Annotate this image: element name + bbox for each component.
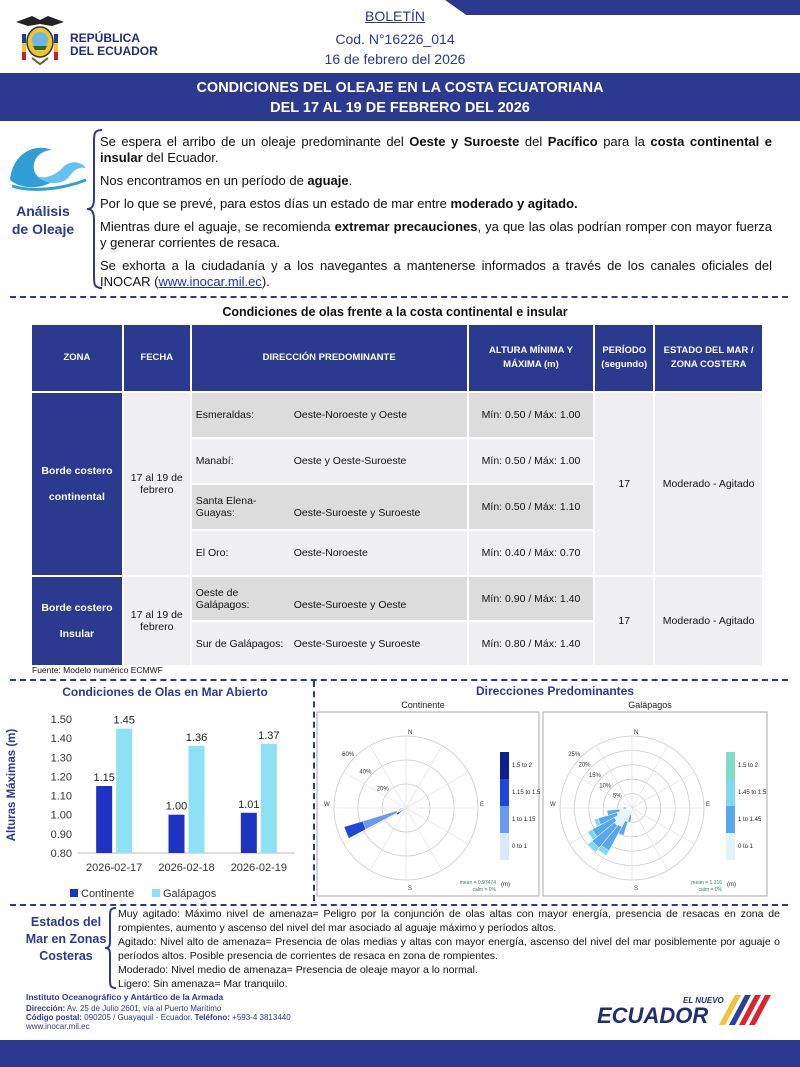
country-line-1: REPÚBLICA xyxy=(70,31,141,45)
place-label: Oeste de Galápagos: xyxy=(195,586,250,611)
country-name xyxy=(70,32,158,58)
section-divider xyxy=(10,296,788,298)
state-text: Máximo nivel de amenaza= Peligro por la conjunción de olas altas con mayor energía, presencia de resacas en zona de rompientes, aumento y ascenso del nivel del mar asociado al aguaje máximo y períodos altos. xyxy=(118,908,780,934)
bar-chart-y-label: Alturas Máximas (m) xyxy=(6,728,18,842)
el-nuevo-ecuador-logo xyxy=(595,991,775,1031)
direction-value: Oeste-Suroeste y Suroeste xyxy=(293,507,421,519)
rose-legend-label: 1.15 to 1.5 xyxy=(512,790,540,796)
legend-swatch xyxy=(70,889,78,897)
banner-line-2: DEL 17 AL 19 DE FEBRERO DEL 2026 xyxy=(270,100,530,116)
height-cell: Mín: 0.50 / Máx: 1.00 xyxy=(468,438,595,484)
rose-petal xyxy=(402,808,404,809)
paragraph-segment: ). xyxy=(261,274,270,289)
title-banner xyxy=(0,73,800,121)
sea-states-title xyxy=(22,914,110,965)
rose-ring-label: 15% xyxy=(588,772,601,779)
paragraph-segment: Nos encontramos en un período de xyxy=(100,173,308,188)
y-tick-label: 1.10 xyxy=(50,790,72,803)
rose-ring-label: 40% xyxy=(359,769,372,776)
state-text: Sin amenaza= Mar tranquilo. xyxy=(150,978,288,990)
place-label: Sur de Galápagos: xyxy=(195,637,284,650)
direction-cell xyxy=(191,621,468,666)
data-label: 1.45 xyxy=(113,714,135,727)
state-label: Muy agitado: xyxy=(118,908,181,920)
state-text: Nivel alto de amenaza= Presencia de olas medias y altas con mayor energía, ascenso del nivel del mar posiblemente por aguaje o períodos altos. Posible presencia de corrientes de resaca en zona de rompientes. xyxy=(118,936,780,962)
footer-postal xyxy=(26,1013,291,1022)
bar-continente xyxy=(241,813,257,853)
rose-title: Galápagos xyxy=(628,700,672,710)
direction-value: Oeste-Suroeste y Suroeste xyxy=(293,637,421,650)
rose-legend-label: 1.5 to 2 xyxy=(738,763,759,769)
rose-ring-label: 20% xyxy=(376,786,389,793)
height-cell: Mín: 0.40 / Máx: 0.70 xyxy=(468,530,595,576)
section-divider xyxy=(10,904,788,906)
rose-legend-label: 1.5 to 2 xyxy=(512,763,533,769)
place-label: Santa Elena-Guayas: xyxy=(195,495,257,519)
footer-website[interactable]: www.inocar.mil.ec xyxy=(26,1022,90,1031)
legend-label: Galápagos xyxy=(163,888,217,900)
paragraph-segment: extremar precauciones xyxy=(334,219,478,234)
compass-label: N xyxy=(408,730,413,736)
wind-rose-continente xyxy=(316,698,540,898)
paragraph-segment: Se exhorta a la ciudadanía y a los navegantes a mantenerse informados a través de los canales oficiales del INOCAR ( xyxy=(100,258,772,289)
rose-legend-label: 0 to 1 xyxy=(738,844,754,850)
paragraph-segment: del xyxy=(519,134,548,149)
table-title: Condiciones de olas frente a la costa continental e insular xyxy=(222,305,568,319)
bar-continente xyxy=(96,786,112,853)
rose-legend-swatch xyxy=(500,833,509,860)
directions-title: Direcciones Predominantes xyxy=(475,684,635,698)
wave-icon xyxy=(6,136,88,192)
y-tick-label: 1.30 xyxy=(50,752,72,765)
compass-label: S xyxy=(634,886,639,892)
y-tick-label: 1.00 xyxy=(50,809,72,822)
data-label: 1.37 xyxy=(258,729,280,742)
rose-petal xyxy=(623,807,626,809)
date-cell: 17 al 19 de febrero xyxy=(123,392,191,576)
height-cell: Mín: 0.80 / Máx: 1.40 xyxy=(468,621,595,666)
rose-stat: calm = 0% xyxy=(472,887,496,893)
x-tick-label: 2026-02-19 xyxy=(230,862,287,874)
rose-legend-swatch xyxy=(726,779,735,806)
height-cell: Mín: 0.50 / Máx: 1.00 xyxy=(468,392,595,438)
zone-cell: Borde costero continental xyxy=(31,392,123,576)
y-tick-label: 0.90 xyxy=(50,828,72,841)
date-cell: 17 al 19 de febrero xyxy=(123,576,191,666)
logo-big-text: ECUADOR xyxy=(597,1003,709,1028)
compass-label: E xyxy=(480,802,485,808)
y-tick-label: 1.50 xyxy=(50,714,72,726)
compass-label: W xyxy=(324,802,330,808)
state-text: Nivel medio de amenaza= Presencia de oleaje mayor a lo normal. xyxy=(168,964,478,976)
sea-state-light xyxy=(118,977,780,991)
phone-value: +593-4 3813440 xyxy=(229,1013,291,1022)
state-label: Moderado: xyxy=(118,964,169,976)
data-label: 1.36 xyxy=(185,731,208,744)
paragraph-segment: Por lo que se prevé, para estos días un estado de mar entre xyxy=(100,196,451,211)
rose-stat: calm = 0% xyxy=(698,887,722,893)
rose-ring-label: 20% xyxy=(578,762,591,769)
zone-cell: Borde costero Insular xyxy=(31,576,123,666)
postal-value: 090205 / Guayaquil - Ecuador. xyxy=(82,1013,193,1022)
bulletin-date: 16 de febrero del 2026 xyxy=(324,51,466,67)
bottom-band xyxy=(0,1040,800,1067)
paragraph-segment: Pacífico xyxy=(547,134,598,149)
header-height: ALTURA MÍNIMA Y MÁXIMA (m) xyxy=(468,324,595,392)
rose-legend-swatch xyxy=(500,779,509,806)
direction-value: Oeste-Noroeste y Oeste xyxy=(293,409,407,421)
state-label: Agitado: xyxy=(118,936,157,948)
place-label: Esmeraldas: xyxy=(195,409,255,421)
rose-stat: mean = 1.316 xyxy=(691,880,722,886)
paragraph-segment: . xyxy=(348,173,353,188)
analysis-title xyxy=(4,202,82,238)
address-value: Av. 25 de Julio 2601, vía al Puerto Marítimo xyxy=(65,1004,222,1013)
x-tick-label: 2026-02-17 xyxy=(86,862,143,874)
postal-label: Código postal: xyxy=(26,1013,82,1022)
sea-states-title-line-1: Estados del xyxy=(30,915,102,929)
column-divider xyxy=(313,681,315,901)
bar-chart xyxy=(40,705,305,903)
sea-states-title-line-3: Costeras xyxy=(39,949,93,963)
rose-unit: (m) xyxy=(501,882,510,888)
direction-cell xyxy=(191,484,468,530)
bulletin-label: BOLETÍN xyxy=(365,8,425,24)
bar-galápagos xyxy=(116,729,132,853)
inocar-link[interactable]: www.inocar.mil.ec xyxy=(158,274,262,289)
period-cell: 17 xyxy=(594,576,654,666)
bar-continente xyxy=(169,815,185,853)
analysis-paragraph-1 xyxy=(100,134,772,166)
rose-legend-swatch xyxy=(726,752,735,779)
wind-rose-galapagos xyxy=(542,698,768,898)
rose-legend-swatch xyxy=(500,752,509,779)
height-cell: Mín: 0.90 / Máx: 1.40 xyxy=(468,576,595,621)
wave-conditions-table xyxy=(30,323,764,667)
table-source: Fuente: Modelo numérico ECMWF xyxy=(32,665,163,675)
rose-legend-label: 0 to 1 xyxy=(512,844,528,850)
top-accent-strip xyxy=(445,0,800,15)
country-line-2: DEL ECUADOR xyxy=(70,44,158,58)
paragraph-segment: del Ecuador. xyxy=(142,150,219,165)
sea-state-cell: Moderado - Agitado xyxy=(654,392,763,576)
banner-line-1: CONDICIONES DEL OLEAJE EN LA COSTA ECUATORIANA xyxy=(196,80,604,96)
paragraph-segment: para la xyxy=(597,134,651,149)
rose-unit: (m) xyxy=(727,882,736,888)
compass-label: W xyxy=(550,802,556,808)
paragraph-segment: aguaje xyxy=(307,173,349,188)
rose-legend-swatch xyxy=(726,833,735,860)
bar-galápagos xyxy=(189,746,205,853)
period-cell: 17 xyxy=(594,392,654,576)
header-period: PERÍODO (segundo) xyxy=(594,324,654,392)
address-label: Dirección: xyxy=(26,1004,66,1013)
logo-small-text: EL NUEVO xyxy=(683,996,724,1005)
state-label: Ligero: xyxy=(118,978,151,990)
rose-ring-label: 10% xyxy=(599,783,612,790)
legend-swatch xyxy=(152,889,160,897)
place-label: Manabí: xyxy=(195,455,234,467)
rose-title: Continente xyxy=(401,700,445,710)
bar-chart-title: Condiciones de Olas en Mar Abierto xyxy=(62,685,268,699)
direction-value: Oeste-Suroeste y Oeste xyxy=(293,598,407,611)
sea-state-moderate xyxy=(118,963,780,977)
rose-legend-label: 1.45 to 1.5 xyxy=(738,790,767,796)
header-date: FECHA xyxy=(123,324,191,392)
direction-value: Oeste-Noroeste xyxy=(293,547,368,559)
coat-of-arms-logo xyxy=(14,12,66,68)
x-tick-label: 2026-02-18 xyxy=(158,862,215,874)
data-label: 1.15 xyxy=(93,772,115,784)
table-row xyxy=(31,392,763,438)
legend-label: Continente xyxy=(81,888,135,900)
bulletin-code: Cod. N°16226_014 xyxy=(335,31,455,47)
analysis-paragraph-4 xyxy=(100,219,772,251)
rose-legend-label: 1 to 1.15 xyxy=(512,817,536,823)
direction-cell xyxy=(191,392,468,438)
y-tick-label: 0.80 xyxy=(50,848,72,860)
place-label: El Oro: xyxy=(195,547,229,559)
direction-value: Oeste y Oeste-Suroeste xyxy=(293,455,407,467)
sea-states-title-line-2: Mar en Zonas xyxy=(25,932,107,946)
table-header-row xyxy=(31,324,763,392)
footer-address xyxy=(26,1004,221,1013)
bar-galápagos xyxy=(261,744,277,853)
direction-cell xyxy=(191,530,468,576)
analysis-title-line-1: Análisis xyxy=(16,203,70,219)
header-direction: DIRECCIÓN PREDOMINANTE xyxy=(191,324,468,392)
footer-institution: Instituto Oceanográfico y Antártico de la Armada xyxy=(26,992,224,1002)
height-cell: Mín: 0.50 / Máx: 1.10 xyxy=(468,484,595,530)
compass-label: S xyxy=(408,886,413,892)
rose-ring-label: 60% xyxy=(342,752,355,759)
sea-states-brace xyxy=(104,906,118,990)
table-row xyxy=(31,576,763,621)
rose-legend-label: 1 to 1.45 xyxy=(738,817,762,823)
sea-state-very-rough xyxy=(118,907,780,935)
paragraph-segment: , ya que las olas podrían romper con mayor fuerza y generar corrientes de resaca. xyxy=(100,219,773,250)
paragraph-segment: Mientras dure el aguaje, se recomienda xyxy=(100,219,335,234)
paragraph-segment: moderado y agitado. xyxy=(450,196,578,211)
analysis-paragraph-5 xyxy=(100,258,772,290)
paragraph-segment: costa continental e insular xyxy=(100,134,773,165)
phone-label: Teléfono: xyxy=(194,1013,230,1022)
rose-ring-label: 25% xyxy=(568,752,581,759)
y-tick-label: 1.40 xyxy=(50,733,72,746)
sea-state-rough xyxy=(118,935,780,963)
data-label: 1.01 xyxy=(238,798,260,811)
header-zone: ZONA xyxy=(31,324,123,392)
rose-stat: mean = 0.97474 xyxy=(459,880,496,886)
y-tick-label: 1.20 xyxy=(50,771,72,784)
header-sea-state: ESTADO DEL MAR / ZONA COSTERA xyxy=(654,324,763,392)
section-divider xyxy=(10,679,788,681)
analysis-paragraph-2 xyxy=(100,173,772,189)
rose-legend-swatch xyxy=(726,806,735,833)
data-label: 1.00 xyxy=(165,800,188,813)
rose-ring-label: 5% xyxy=(612,793,622,800)
direction-cell xyxy=(191,576,468,621)
rose-legend-swatch xyxy=(500,806,509,833)
compass-label: E xyxy=(706,802,711,808)
paragraph-segment: Oeste y Suroeste xyxy=(409,134,520,149)
sea-state-cell: Moderado - Agitado xyxy=(654,576,763,666)
paragraph-segment: Se espera el arribo de un oleaje predominante del xyxy=(100,134,410,149)
analysis-title-line-2: de Oleaje xyxy=(11,221,75,237)
direction-cell xyxy=(191,438,468,484)
analysis-paragraph-3 xyxy=(100,196,772,212)
compass-label: N xyxy=(634,730,639,736)
